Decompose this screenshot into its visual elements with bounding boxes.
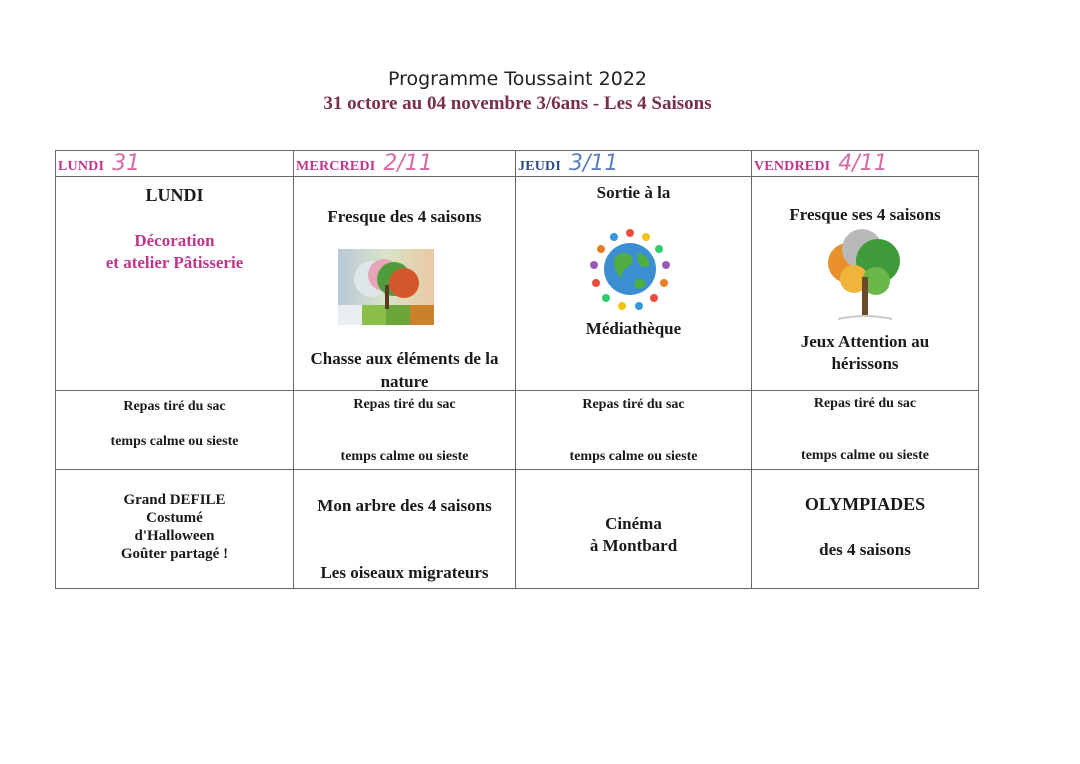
day-name: VENDREDI [754,159,831,174]
morning-jeudi-line1: Sortie à la [596,183,671,202]
morning-vendredi-line3: hérissons [831,354,899,373]
afternoon-lundi-line3: d'Halloween [134,528,215,544]
morning-mercredi [294,177,516,391]
morning-mercredi-line1: Fresque des 4 saisons [327,207,482,226]
globe-children-icon [584,223,676,315]
day-header-lundi [56,151,294,177]
day-header-jeudi [516,151,752,177]
afternoon-jeudi [516,470,752,589]
day-header-mercredi [294,151,516,177]
four-seasons-tree-icon [338,249,434,325]
day-date: 2/11 [383,151,433,176]
afternoon-mercredi-line2: Les oiseaux migrateurs [320,563,489,582]
midday-lundi-rest: temps calme ou sieste [110,434,239,449]
day-date: 4/11 [838,151,888,176]
morning-row [56,177,979,391]
midday-mercredi [294,391,516,470]
afternoon-vendredi-line2: des 4 saisons [819,540,911,559]
midday-jeudi-rest: temps calme ou sieste [569,449,698,464]
schedule-table [55,150,979,589]
afternoon-vendredi-line1: OLYMPIADES [804,494,926,514]
day-header-row [56,151,979,177]
document-title: Programme Toussaint 2022 [387,68,648,90]
day-name: LUNDI [58,159,105,174]
midday-lundi [56,391,294,470]
afternoon-lundi-line1: Grand DEFILE [123,492,226,508]
morning-vendredi [752,177,979,391]
day-name: MERCREDI [296,159,376,174]
afternoon-lundi-line2: Costumé [146,510,203,526]
morning-lundi-line2: et atelier Pâtisserie [105,253,244,272]
morning-vendredi-line2: Jeux Attention au [800,332,930,351]
afternoon-mercredi [294,470,516,589]
midday-lundi-meal: Repas tiré du sac [123,399,226,414]
morning-jeudi-line2: Médiathèque [585,319,682,338]
midday-mercredi-meal: Repas tiré du sac [353,397,456,412]
midday-vendredi-rest: temps calme ou sieste [801,448,929,463]
afternoon-jeudi-line2: à Montbard [589,536,678,555]
morning-mercredi-line2: Chasse aux éléments de la [310,349,499,368]
midday-vendredi [752,391,979,470]
document-subtitle: 31 octore au 04 novembre 3/6ans - Les 4 Saisons [323,93,712,114]
day-header-vendredi [752,151,979,177]
morning-mercredi-line3: nature [380,372,429,391]
day-name: JEUDI [518,159,562,174]
midday-jeudi [516,391,752,470]
afternoon-jeudi-line1: Cinéma [605,514,662,533]
midday-row [56,391,979,470]
morning-jeudi [516,177,752,391]
afternoon-lundi-line4: Goûter partagé ! [120,546,229,562]
afternoon-vendredi [752,470,979,589]
day-date: 3/11 [569,151,619,176]
day-date: 31 [112,151,141,176]
morning-vendredi-line1: Fresque ses 4 saisons [789,205,941,224]
midday-vendredi-meal: Repas tiré du sac [813,396,917,411]
afternoon-lundi [56,470,294,589]
midday-jeudi-meal: Repas tiré du sac [582,397,685,412]
afternoon-row [56,470,979,589]
midday-mercredi-rest: temps calme ou sieste [340,449,469,464]
afternoon-mercredi-line1: Mon arbre des 4 saisons [317,496,492,515]
morning-lundi [56,177,294,391]
morning-lundi-line1: Décoration [134,231,215,250]
morning-lundi-title: LUNDI [145,185,204,205]
seasons-tree-icon [818,225,912,325]
